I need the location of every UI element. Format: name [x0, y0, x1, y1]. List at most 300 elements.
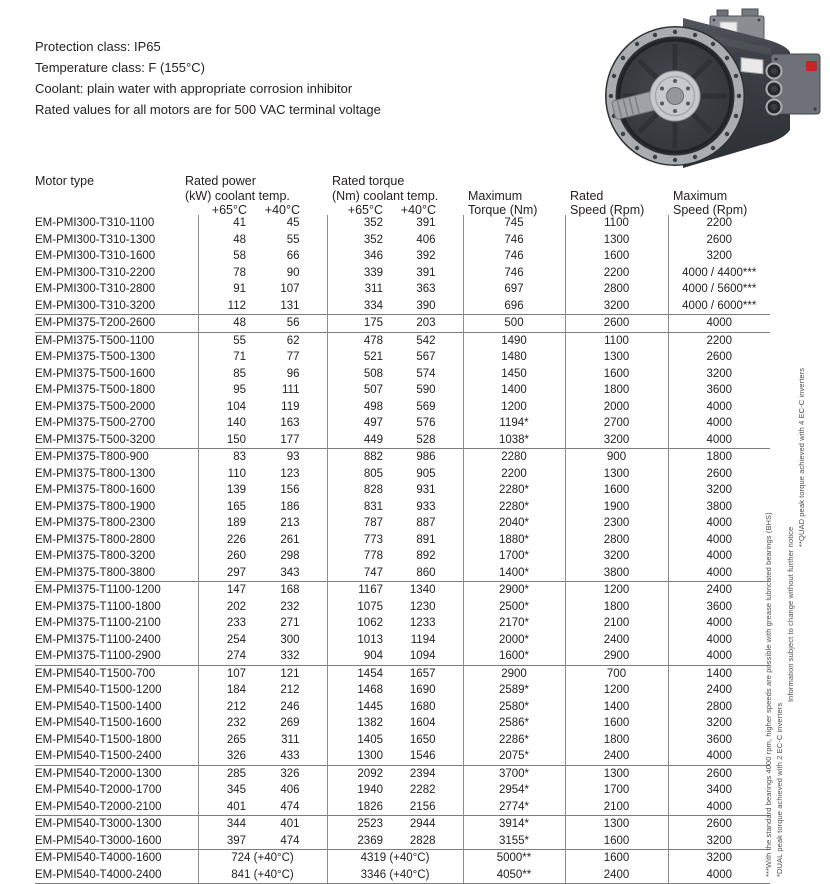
cell-p65: 107: [198, 665, 262, 682]
cell-mspd: 4000: [668, 548, 770, 565]
cell-name: EM-PMI375-T1100-2900: [35, 650, 161, 663]
cell-rspd: 1900: [565, 499, 668, 516]
col-header-torque-65: +65°C: [347, 203, 383, 217]
cell-p65: 110: [198, 466, 262, 483]
cell-rspd: 3200: [565, 298, 668, 315]
cell-t65: 1382: [327, 715, 395, 732]
cell-maxt: 2040*: [463, 515, 565, 532]
cell-mspd: 3200: [668, 248, 770, 265]
table-row: [35, 599, 770, 616]
cell-maxt: 1038*: [463, 432, 565, 449]
cell-maxt: 1450: [463, 366, 565, 383]
col-header-torque-40: +40°C: [400, 203, 436, 217]
cell-t65: 1013: [327, 632, 395, 649]
protection-class-line: Protection class: IP65: [35, 39, 161, 54]
cell-p40: 156: [280, 484, 300, 497]
cell-rspd: 1300: [565, 232, 668, 249]
table-row: [35, 765, 770, 782]
table-row: [35, 615, 770, 632]
cell-p40: 163: [280, 417, 300, 430]
cell-p65: 297: [198, 565, 262, 582]
cell-mspd: 3600: [668, 732, 770, 749]
cell-mspd: 2400: [668, 682, 770, 699]
cell-p40: 77: [286, 351, 300, 364]
cell-t40: 2282: [409, 784, 436, 797]
cell-mspd: 4000: [668, 565, 770, 582]
cell-t65: 2092: [327, 765, 395, 782]
cell-mspd: 4000: [668, 648, 770, 665]
cell-rspd: 2700: [565, 415, 668, 432]
cell-t65: 1075: [327, 599, 395, 616]
cell-t40: 1340: [395, 582, 463, 599]
cell-t65: 1940: [327, 782, 395, 799]
cell-name: EM-PMI375-T500-3200: [35, 433, 156, 446]
table-row: [35, 215, 770, 232]
cell-maxt: 2286*: [463, 732, 565, 749]
table-row: [35, 867, 770, 884]
cell-rspd: 1700: [565, 782, 668, 799]
col-header-max-speed-1: Maximum: [673, 189, 728, 203]
cell-maxt: 1200: [463, 399, 565, 416]
cell-p65: 226: [198, 532, 262, 549]
table-row: [35, 532, 770, 549]
cell-mspd: 2400: [668, 582, 770, 599]
cell-p40: 406: [280, 784, 300, 797]
cell-mspd: 4000 / 4400***: [668, 265, 770, 282]
cell-p40: 269: [280, 717, 300, 730]
cell-rspd: 1800: [565, 382, 668, 399]
cell-mspd: 1800: [668, 449, 770, 466]
table-row: [35, 850, 770, 867]
cell-mspd: 4000 / 5600***: [668, 281, 770, 298]
col-header-rated-power: Rated power: [185, 174, 256, 188]
table-header: [0, 0, 830, 216]
table-row: [35, 665, 770, 682]
cell-rspd: 1600: [565, 833, 668, 850]
cell-p65: 265: [198, 732, 262, 749]
cell-rspd: 1300: [565, 466, 668, 483]
cell-p40: 298: [280, 550, 300, 563]
cell-t40: 1233: [409, 617, 436, 630]
cell-maxt: 1490: [463, 332, 565, 349]
col-header-rated-power-unit: (kW) coolant temp.: [185, 189, 290, 203]
cell-p65: 48: [198, 315, 262, 333]
cell-p40: 56: [262, 315, 327, 333]
cell-maxt: 2170*: [463, 615, 565, 632]
cell-t40: 391: [416, 217, 436, 230]
cell-t65: 449: [327, 432, 395, 449]
cell-t40: 2944: [395, 816, 463, 833]
cell-p65: 78: [198, 265, 262, 282]
cell-t40: 2394: [395, 765, 463, 782]
cell-p40: 111: [282, 384, 300, 397]
cell-name: EM-PMI300-T310-1300: [35, 233, 156, 246]
cell-mspd: 3200: [668, 850, 770, 867]
cell-rspd: 2600: [565, 315, 668, 333]
cell-mspd: 4000: [668, 315, 770, 333]
cell-name: EM-PMI540-T1500-1200: [35, 684, 162, 697]
cell-maxt: 3914*: [463, 816, 565, 833]
cell-t40: 1094: [409, 650, 436, 663]
cell-t40: 203: [395, 315, 463, 333]
cell-maxt: 500: [463, 315, 565, 333]
cell-t65: 346: [327, 248, 395, 265]
cell-rspd: 2100: [565, 615, 668, 632]
cell-t40: 363: [416, 283, 436, 296]
cell-t65: 787: [327, 515, 395, 532]
cell-p65: 397: [198, 833, 262, 850]
cell-t65: 1167: [327, 582, 395, 599]
cell-p40: 45: [286, 217, 300, 230]
table-row: [35, 648, 770, 665]
cell-name: EM-PMI375-T500-1300: [35, 351, 156, 364]
table-row: [35, 349, 770, 366]
cell-rspd: 1600: [565, 366, 668, 383]
table-row: [35, 415, 770, 432]
cell-t65: 747: [327, 565, 395, 582]
cell-t40: 542: [395, 332, 463, 349]
cell-rspd: 2400: [565, 867, 668, 884]
table-row: [35, 748, 770, 765]
cell-name: EM-PMI375-T1100-1800: [35, 600, 161, 613]
cell-p40: 213: [280, 517, 300, 530]
cell-mspd: 4000: [668, 799, 770, 816]
cell-rspd: 2900: [565, 648, 668, 665]
cell-mspd: 4000: [668, 632, 770, 649]
cell-t65: 831: [327, 499, 395, 516]
cell-rspd: 1600: [565, 850, 668, 867]
cell-p65: 212: [198, 699, 262, 716]
table-row: [35, 582, 770, 599]
cell-mspd: 4000 / 6000***: [668, 298, 770, 315]
cell-t65: 2523: [327, 816, 395, 833]
cell-maxt: 2280: [463, 449, 565, 466]
cell-name: EM-PMI540-T2000-1300: [35, 765, 198, 782]
temperature-class-line: Temperature class: F (155°C): [35, 60, 205, 75]
cell-t65: 508: [327, 366, 395, 383]
cell-p65: 147: [198, 582, 262, 599]
cell-p40: 119: [281, 400, 300, 413]
cell-p40: 311: [281, 733, 300, 746]
cell-t40: 1690: [409, 684, 436, 697]
cell-t65: 352: [327, 215, 395, 232]
cell-maxt: 2500*: [463, 599, 565, 616]
cell-p65: 139: [198, 482, 262, 499]
cell-mspd: 4000: [668, 532, 770, 549]
cell-t65: 882: [327, 449, 395, 466]
cell-t65: 828: [327, 482, 395, 499]
cell-p65: 202: [198, 599, 262, 616]
cell-t65: 1405: [327, 732, 395, 749]
cell-rspd: 1300: [565, 349, 668, 366]
cell-t65: 352: [327, 232, 395, 249]
cell-t65: 1468: [327, 682, 395, 699]
cell-maxt: 1600*: [463, 648, 565, 665]
table-row: [35, 265, 770, 282]
cell-p40: 212: [280, 684, 300, 697]
cell-name: EM-PMI540-T1500-2400: [35, 750, 162, 763]
cell-maxt: 697: [463, 281, 565, 298]
cell-t65: 2369: [327, 833, 395, 850]
cell-name: EM-PMI300-T310-3200: [35, 299, 156, 312]
table-row: [35, 432, 770, 449]
cell-name: EM-PMI540-T2000-2100: [35, 800, 162, 813]
col-header-rated-torque-unit: (Nm) coolant temp.: [332, 189, 439, 203]
cell-name: EM-PMI375-T800-2300: [35, 517, 156, 530]
cell-maxt: 2954*: [463, 782, 565, 799]
footnote-dual-torque: *DUAL peak torque achieved with 2 EC-C inverters: [775, 702, 784, 877]
cell-t65: 339: [327, 265, 395, 282]
col-header-rated-speed-1: Rated: [570, 189, 604, 203]
cell-t40: 986: [395, 449, 463, 466]
cell-name: EM-PMI375-T1100-2400: [35, 633, 161, 646]
cell-rspd: 2000: [565, 399, 668, 416]
cell-mspd: 2600: [668, 232, 770, 249]
cell-rspd: 1800: [565, 732, 668, 749]
cell-rspd: 2800: [565, 281, 668, 298]
cell-mspd: 1400: [668, 665, 770, 682]
cell-name: EM-PMI375-T500-1800: [35, 384, 156, 397]
table-row: [35, 232, 770, 249]
cell-p65: 724 (+40°C): [198, 850, 327, 867]
table-row: [35, 466, 770, 483]
cell-rspd: 2200: [565, 265, 668, 282]
cell-p40: 177: [280, 433, 300, 446]
cell-p65: 140: [198, 415, 262, 432]
cell-rspd: 2800: [565, 532, 668, 549]
cell-mspd: 3800: [668, 499, 770, 516]
cell-t40: 1194: [410, 633, 436, 646]
cell-name: EM-PMI375-T800-2800: [35, 533, 156, 546]
table-row: [35, 833, 770, 850]
col-header-power-40: +40°C: [264, 203, 300, 217]
cell-name: EM-PMI300-T310-1100: [35, 217, 155, 230]
table-row: [35, 499, 770, 516]
cell-p65: 184: [198, 682, 262, 699]
cell-maxt: 1400*: [463, 565, 565, 582]
cell-t65: 478: [327, 332, 395, 349]
cell-rspd: 1300: [565, 816, 668, 833]
cell-p65: 83: [198, 449, 262, 466]
cell-maxt: 746: [463, 248, 565, 265]
cell-mspd: 4000: [668, 399, 770, 416]
cell-p65: 274: [198, 648, 262, 665]
col-header-max-torque-1: Maximum: [468, 189, 523, 203]
cell-p40: 168: [262, 582, 327, 599]
cell-rspd: 1100: [565, 215, 668, 232]
cell-t40: 574: [416, 367, 436, 380]
cell-p40: 326: [262, 765, 327, 782]
cell-p40: 300: [280, 633, 300, 646]
cell-t40: 390: [416, 299, 436, 312]
cell-t40: 391: [416, 266, 436, 279]
cell-p40: 474: [280, 800, 300, 813]
cell-mspd: 2800: [668, 699, 770, 716]
cell-maxt: 2075*: [463, 748, 565, 765]
cell-p65: 345: [198, 782, 262, 799]
table-row: [35, 799, 770, 816]
table-row: [35, 816, 770, 833]
col-header-rated-speed-2: Speed (Rpm): [570, 203, 645, 217]
table-row: [35, 449, 770, 466]
cell-mspd: 2200: [668, 332, 770, 349]
cell-maxt: 696: [463, 298, 565, 315]
rated-values-line: Rated values for all motors are for 500 VAC terminal voltage: [35, 102, 381, 117]
table-row: [35, 632, 770, 649]
cell-p40: 96: [286, 367, 300, 380]
table-row: [35, 482, 770, 499]
cell-rspd: 900: [565, 449, 668, 466]
table-row: [35, 366, 770, 383]
cell-mspd: 3200: [668, 833, 770, 850]
cell-mspd: 3200: [668, 715, 770, 732]
cell-maxt: 2200: [463, 466, 565, 483]
cell-p65: 344: [198, 816, 262, 833]
cell-maxt: 1480: [463, 349, 565, 366]
cell-name: EM-PMI375-T1100-1200: [35, 582, 198, 599]
cell-p65: 55: [198, 332, 262, 349]
cell-t40: 1657: [395, 665, 463, 682]
cell-t65: 507: [327, 382, 395, 399]
cell-maxt: 1194*: [463, 415, 565, 432]
cell-maxt: 746: [463, 232, 565, 249]
cell-rspd: 700: [565, 665, 668, 682]
cell-name: EM-PMI540-T1500-1400: [35, 700, 162, 713]
cell-mspd: 4000: [668, 867, 770, 884]
cell-name: EM-PMI375-T500-1100: [35, 332, 198, 349]
cell-maxt: 2580*: [463, 699, 565, 716]
cell-maxt: 3700*: [463, 765, 565, 782]
cell-t40: 905: [416, 467, 436, 480]
table-row: [35, 548, 770, 565]
cell-t65: 4319 (+40°C): [327, 850, 463, 867]
cell-name: EM-PMI375-T800-1300: [35, 467, 156, 480]
cell-name: EM-PMI540-T1500-1600: [35, 717, 162, 730]
cell-p65: 260: [198, 548, 262, 565]
cell-rspd: 2300: [565, 515, 668, 532]
cell-t40: 931: [416, 484, 436, 497]
table-row: [35, 315, 770, 333]
cell-p65: 232: [198, 715, 262, 732]
cell-p40: 433: [280, 750, 300, 763]
cell-p40: 271: [280, 617, 300, 630]
cell-rspd: 2400: [565, 748, 668, 765]
cell-p65: 41: [198, 215, 262, 232]
cell-name: EM-PMI375-T800-900: [35, 449, 198, 466]
cell-rspd: 1100: [565, 332, 668, 349]
cell-p40: 474: [280, 834, 300, 847]
cell-name: EM-PMI540-T4000-2400: [35, 867, 198, 884]
cell-rspd: 1200: [565, 582, 668, 599]
cell-t65: 773: [327, 532, 395, 549]
cell-name: EM-PMI375-T200-2600: [35, 315, 198, 333]
cell-p65: 112: [198, 298, 262, 315]
cell-rspd: 1600: [565, 482, 668, 499]
cell-p65: 48: [198, 232, 262, 249]
cell-maxt: 1700*: [463, 548, 565, 565]
cell-p40: 131: [280, 299, 300, 312]
motor-table-body: [35, 215, 770, 884]
cell-t65: 904: [327, 648, 395, 665]
cell-t65: 1826: [327, 799, 395, 816]
cell-name: EM-PMI540-T3000-1600: [35, 834, 162, 847]
cell-p40: 93: [262, 449, 327, 466]
cell-name: EM-PMI300-T310-2800: [35, 283, 156, 296]
cell-mspd: 3200: [668, 366, 770, 383]
cell-t40: 1546: [409, 750, 436, 763]
cell-maxt: 2774*: [463, 799, 565, 816]
cell-name: EM-PMI540-T2000-1700: [35, 784, 162, 797]
cell-t40: 933: [416, 500, 436, 513]
coolant-line: Coolant: plain water with appropriate corrosion inhibitor: [35, 81, 353, 96]
table-row: [35, 682, 770, 699]
cell-p40: 332: [280, 650, 300, 663]
cell-t65: 497: [327, 415, 395, 432]
cell-t65: 1445: [327, 699, 395, 716]
cell-t65: 175: [327, 315, 395, 333]
cell-p65: 85: [198, 366, 262, 383]
cell-p65: 189: [198, 515, 262, 532]
cell-t40: 567: [416, 351, 436, 364]
col-header-power-65: +65°C: [211, 203, 247, 217]
cell-maxt: 3155*: [463, 833, 565, 850]
cell-p65: 841 (+40°C): [198, 867, 327, 884]
table-row: [35, 248, 770, 265]
cell-maxt: 2589*: [463, 682, 565, 699]
cell-t40: 1680: [409, 700, 436, 713]
cell-mspd: 3200: [668, 482, 770, 499]
cell-name: EM-PMI540-T1500-700: [35, 665, 198, 682]
cell-maxt: 1400: [463, 382, 565, 399]
cell-t40: 2828: [409, 834, 436, 847]
cell-mspd: 2600: [668, 466, 770, 483]
cell-name: EM-PMI540-T1500-1800: [35, 733, 162, 746]
cell-t65: 311: [327, 281, 395, 298]
cell-maxt: 745: [463, 215, 565, 232]
cell-name: EM-PMI375-T1100-2100: [35, 617, 161, 630]
cell-name: EM-PMI375-T800-1600: [35, 484, 156, 497]
cell-mspd: 4000: [668, 515, 770, 532]
cell-rspd: 1600: [565, 715, 668, 732]
cell-t40: 1650: [409, 733, 436, 746]
cell-maxt: 2586*: [463, 715, 565, 732]
cell-p65: 150: [198, 432, 262, 449]
cell-p65: 401: [198, 799, 262, 816]
cell-mspd: 3600: [668, 599, 770, 616]
cell-t65: 778: [327, 548, 395, 565]
cell-t40: 406: [416, 233, 436, 246]
cell-maxt: 4050**: [463, 867, 565, 884]
cell-name: EM-PMI540-T4000-1600: [35, 850, 198, 867]
cell-p40: 232: [280, 600, 300, 613]
cell-p65: 326: [198, 748, 262, 765]
cell-mspd: 3400: [668, 782, 770, 799]
cell-maxt: 2280*: [463, 482, 565, 499]
cell-t40: 392: [416, 250, 436, 263]
table-row: [35, 332, 770, 349]
cell-t40: 569: [416, 400, 436, 413]
col-header-max-torque-2: Torque (Nm): [468, 203, 538, 217]
cell-rspd: 1200: [565, 682, 668, 699]
cell-p40: 62: [262, 332, 327, 349]
cell-rspd: 3200: [565, 548, 668, 565]
cell-mspd: 2600: [668, 765, 770, 782]
cell-p65: 165: [198, 499, 262, 516]
cell-maxt: 746: [463, 265, 565, 282]
cell-t40: 1230: [409, 600, 436, 613]
cell-p40: 55: [286, 233, 300, 246]
cell-rspd: 1400: [565, 699, 668, 716]
